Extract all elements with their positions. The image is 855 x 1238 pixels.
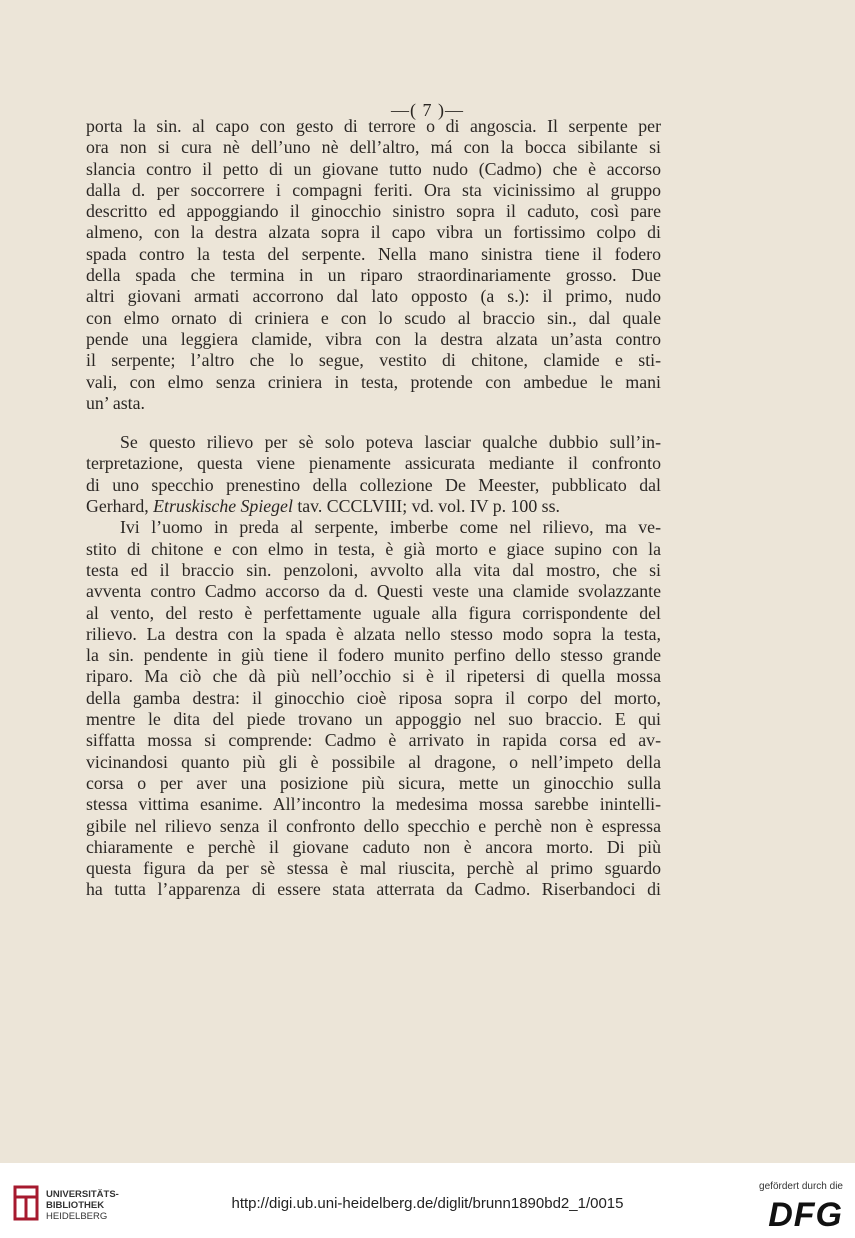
permalink-url[interactable]: http://digi.ub.uni-heidelberg.de/diglit/brunn1890bd2_1/0015 <box>231 1195 624 1212</box>
text-line: testa ed il braccio sin. penzoloni, avvolto alla vita dal mostro, che si <box>86 559 661 580</box>
book-title: Etruskische Spiegel <box>153 496 293 517</box>
text-line: questa figura da per sè stessa è mal riuscita, perchè al primo sguardo <box>86 858 661 879</box>
text-line: di uno specchio prenestino della collezione De Meester, pubblicato dal <box>86 474 661 495</box>
text-line: almeno, con la destra alzata sopra il capo vibra un fortissimo colpo di <box>86 222 661 243</box>
text-line: della gamba destra: il ginocchio cioè riposa sopra il corpo del morto, <box>86 687 661 708</box>
library-name-line-1: UNIVERSITÄTS- <box>46 1189 119 1200</box>
text-line: chiaramente e perchè il giovane caduto non è ancora morto. Di più <box>86 836 661 857</box>
text-line: ora non si cura nè dell’uno nè dell’altro, má con la bocca sibilante si <box>86 137 661 158</box>
library-city: HEIDELBERG <box>46 1211 108 1222</box>
text-line: siffatta mossa si comprende: Cadmo è arrivato in rapida corsa ed av- <box>86 730 661 751</box>
page-number: —( 7 )— <box>391 100 464 120</box>
text-line: altri giovani armati accorrono dal lato opposto (a s.): il primo, nudo <box>86 286 661 307</box>
text-line: riparo. Ma ciò che dà più nell’occhio si è il ripetersi di quella mossa <box>86 666 661 687</box>
text-line: stito di chitone e con elmo in testa, è già morto e giace supino con la <box>86 538 661 559</box>
text-segment: tav. CCCLVIII; vd. vol. IV p. 100 ss. <box>292 496 560 517</box>
text-line: stessa vittima esanime. All’incontro la medesima mossa sarebbe inintelli- <box>86 794 661 815</box>
text-line <box>86 496 661 517</box>
text-line: il serpente; l’altro che lo segue, vestito di chitone, clamide e sti- <box>86 350 661 371</box>
library-name-line-2: BIBLIOTHEK <box>46 1200 105 1211</box>
text-line: con elmo ornato di criniera e con lo scudo al braccio sin., dal quale <box>86 307 661 328</box>
text-line: al vento, del resto è perfettamente uguale alla figura corrispondente del <box>86 602 661 623</box>
text-line: spada contro la testa del serpente. Nella mano sinistra tiene il fodero <box>86 243 661 264</box>
text-line: porta la sin. al capo con gesto di terrore o di angoscia. Il serpente per <box>86 116 661 136</box>
text-line: pende una leggiera clamide, vibra con la destra alzata un’asta contro <box>86 328 661 349</box>
paragraph-gap <box>86 414 661 432</box>
text-line: vicinandosi quanto più gli è possibile al dragone, o nell’impeto della <box>86 751 661 772</box>
viewer-footer <box>0 1163 855 1238</box>
text-line: rilievo. La destra con la spada è alzata nello stesso modo sopra la testa, <box>86 623 661 644</box>
funding-caption: gefördert durch die <box>759 1181 843 1192</box>
text-line: descritto ed appoggiando il ginocchio sinistro sopra il caduto, così pare <box>86 201 661 222</box>
text-line: mentre le dita del piede trovano un appoggio nel suo braccio. E qui <box>86 709 661 730</box>
body-text <box>86 116 661 901</box>
dfg-logo[interactable]: DFG <box>768 1196 843 1234</box>
text-line: terpretazione, questa viene pienamente assicurata mediante il confronto <box>86 453 661 474</box>
text-line: Ivi l’uomo in preda al serpente, imberbe come nel rilievo, ma ve- <box>120 517 661 538</box>
text-line: della spada che termina in un riparo straordinariamente grosso. Due <box>86 265 661 286</box>
text-line: gibile nel rilievo senza il confronto dello specchio e perchè non è espressa <box>86 815 661 836</box>
funding-credit <box>748 1181 843 1232</box>
text-line: ha tutta l’apparenza di essere stata atterrata da Cadmo. Riserbandoci di <box>86 879 661 900</box>
text-segment: Gerhard, <box>86 496 154 517</box>
text-line: slancia contro il petto di un giovane tutto nudo (Cadmo) che è accorso <box>86 158 661 179</box>
text-line: la sin. pendente in giù tiene il fodero munito perfino dello stesso grande <box>86 645 661 666</box>
text-line: dalla d. per soccorrere i compagni feriti. Ora sta vicinissimo al gruppo <box>86 179 661 200</box>
text-line: corsa o per aver una posizione più sicura, mette un ginocchio sulla <box>86 772 661 793</box>
text-line: Se questo rilievo per sè solo poteva lasciar qualche dubbio sull’in- <box>120 432 661 453</box>
text-line: avventa contro Cadmo accorso da d. Questi veste una clamide svolazzante <box>86 581 661 602</box>
text-line: vali, con elmo senza criniera in testa, protende con ambedue le mani <box>86 371 661 392</box>
text-line: un’ asta. <box>86 392 145 413</box>
